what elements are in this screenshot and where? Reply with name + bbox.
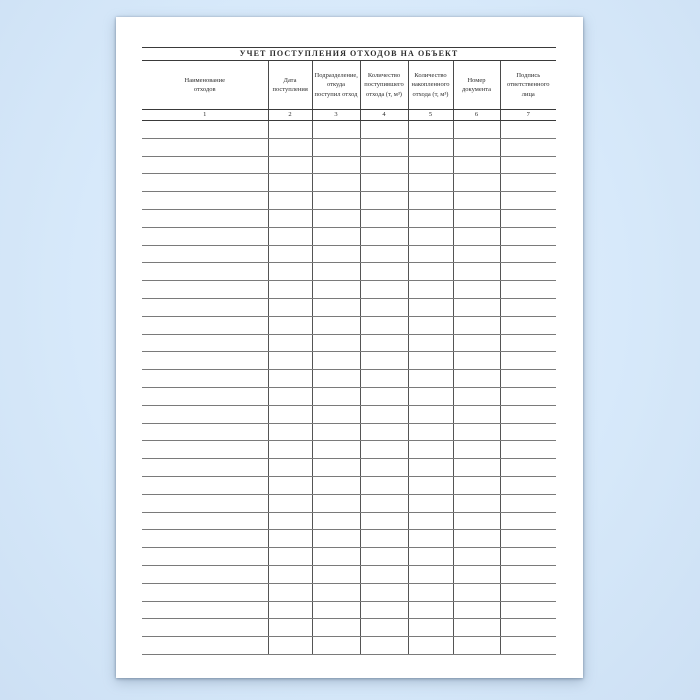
blank-cell — [453, 192, 500, 210]
blank-cell — [408, 441, 453, 459]
blank-cell — [453, 245, 500, 263]
blank-cell — [312, 121, 360, 139]
blank-cell — [312, 494, 360, 512]
blank-cell — [500, 441, 556, 459]
blank-cell — [408, 387, 453, 405]
blank-cell — [408, 530, 453, 548]
blank-cell — [268, 387, 312, 405]
blank-cell — [312, 156, 360, 174]
blank-cell — [360, 619, 408, 637]
blank-cell — [142, 370, 268, 388]
blank-cell — [142, 192, 268, 210]
column-header-3: Подразделение, откуда поступил отход — [312, 61, 360, 110]
column-header-5: Количество накопленного отхода (т, м³) — [408, 61, 453, 110]
blank-cell — [268, 583, 312, 601]
blank-row — [142, 512, 556, 530]
blank-cell — [360, 281, 408, 299]
blank-cell — [268, 601, 312, 619]
blank-cell — [408, 263, 453, 281]
table-title: УЧЕТ ПОСТУПЛЕНИЯ ОТХОДОВ НА ОБЪЕКТ — [142, 48, 556, 61]
blank-cell — [312, 530, 360, 548]
blank-row — [142, 245, 556, 263]
blank-cell — [360, 334, 408, 352]
blank-row — [142, 423, 556, 441]
blank-cell — [453, 174, 500, 192]
blank-cell — [453, 494, 500, 512]
blank-cell — [268, 174, 312, 192]
blank-row — [142, 209, 556, 227]
blank-cell — [268, 316, 312, 334]
blank-cell — [312, 298, 360, 316]
blank-row — [142, 192, 556, 210]
blank-cell — [268, 121, 312, 139]
blank-cell — [312, 352, 360, 370]
blank-row — [142, 298, 556, 316]
blank-cell — [142, 316, 268, 334]
blank-row — [142, 583, 556, 601]
blank-cell — [360, 387, 408, 405]
blank-cell — [500, 601, 556, 619]
blank-cell — [142, 476, 268, 494]
blank-cell — [360, 494, 408, 512]
blank-cell — [360, 156, 408, 174]
blank-cell — [142, 583, 268, 601]
blank-cell — [453, 565, 500, 583]
blank-cell — [408, 156, 453, 174]
blank-cell — [268, 476, 312, 494]
blank-cell — [408, 192, 453, 210]
blank-cell — [312, 227, 360, 245]
blank-cell — [142, 156, 268, 174]
blank-cell — [142, 423, 268, 441]
blank-cell — [360, 565, 408, 583]
blank-cell — [268, 530, 312, 548]
blank-row — [142, 352, 556, 370]
blank-cell — [312, 619, 360, 637]
blank-cell — [500, 583, 556, 601]
blank-cell — [312, 476, 360, 494]
blank-cell — [500, 209, 556, 227]
blank-cell — [453, 209, 500, 227]
blank-cell — [268, 281, 312, 299]
blank-cell — [142, 405, 268, 423]
blank-cell — [500, 227, 556, 245]
blank-cell — [312, 387, 360, 405]
blank-row — [142, 281, 556, 299]
blank-cell — [408, 583, 453, 601]
blank-cell — [268, 459, 312, 477]
blank-cell — [268, 352, 312, 370]
blank-cell — [142, 281, 268, 299]
blank-row — [142, 459, 556, 477]
blank-cell — [142, 619, 268, 637]
blank-cell — [360, 121, 408, 139]
blank-cell — [142, 512, 268, 530]
blank-cell — [453, 583, 500, 601]
blank-cell — [268, 227, 312, 245]
blank-cell — [408, 619, 453, 637]
blank-cell — [408, 227, 453, 245]
blank-cell — [312, 423, 360, 441]
blank-cell — [268, 192, 312, 210]
blank-cell — [408, 601, 453, 619]
blank-cell — [408, 370, 453, 388]
blank-cell — [268, 209, 312, 227]
blank-cell — [453, 548, 500, 566]
blank-cell — [408, 334, 453, 352]
blank-cell — [453, 370, 500, 388]
blank-cell — [268, 423, 312, 441]
blank-cell — [500, 565, 556, 583]
blank-cell — [500, 494, 556, 512]
blank-cell — [408, 121, 453, 139]
blank-cell — [360, 352, 408, 370]
blank-cell — [453, 441, 500, 459]
blank-row — [142, 121, 556, 139]
blank-cell — [453, 476, 500, 494]
blank-cell — [360, 245, 408, 263]
blank-cell — [312, 548, 360, 566]
blank-cell — [360, 263, 408, 281]
blank-cell — [408, 637, 453, 655]
blank-cell — [312, 209, 360, 227]
blank-cell — [408, 565, 453, 583]
blank-cell — [312, 459, 360, 477]
blank-cell — [500, 298, 556, 316]
blank-cell — [500, 245, 556, 263]
blank-cell — [312, 405, 360, 423]
blank-cell — [408, 209, 453, 227]
blank-cell — [408, 512, 453, 530]
column-header-4: Количество поступившего отхода (т, м³) — [360, 61, 408, 110]
blank-row — [142, 476, 556, 494]
blank-cell — [360, 192, 408, 210]
waste-intake-register-table — [142, 47, 556, 655]
blank-cell — [268, 548, 312, 566]
blank-cell — [142, 494, 268, 512]
blank-cell — [500, 512, 556, 530]
blank-row — [142, 530, 556, 548]
blank-row — [142, 334, 556, 352]
column-number-2: 2 — [268, 110, 312, 121]
blank-cell — [142, 227, 268, 245]
blank-row — [142, 387, 556, 405]
blank-cell — [142, 637, 268, 655]
blank-cell — [500, 263, 556, 281]
blank-row — [142, 601, 556, 619]
blank-row — [142, 441, 556, 459]
blank-cell — [268, 619, 312, 637]
blank-cell — [312, 174, 360, 192]
blank-cell — [500, 530, 556, 548]
blank-cell — [268, 334, 312, 352]
blank-cell — [142, 387, 268, 405]
blank-row — [142, 174, 556, 192]
blank-cell — [500, 138, 556, 156]
blank-cell — [142, 530, 268, 548]
blank-cell — [500, 619, 556, 637]
blank-cell — [268, 263, 312, 281]
blank-row — [142, 565, 556, 583]
column-number-4: 4 — [360, 110, 408, 121]
blank-cell — [453, 637, 500, 655]
blank-cell — [500, 174, 556, 192]
blank-cell — [500, 352, 556, 370]
blank-row — [142, 637, 556, 655]
column-number-5: 5 — [408, 110, 453, 121]
blank-cell — [453, 352, 500, 370]
blank-cell — [312, 334, 360, 352]
blank-cell — [500, 548, 556, 566]
blank-cell — [360, 601, 408, 619]
blank-row — [142, 156, 556, 174]
blank-row — [142, 316, 556, 334]
column-header-6: Номер документа — [453, 61, 500, 110]
blank-cell — [408, 138, 453, 156]
blank-cell — [312, 637, 360, 655]
blank-cell — [453, 156, 500, 174]
blank-cell — [312, 512, 360, 530]
document-page — [116, 17, 583, 678]
blank-cell — [453, 263, 500, 281]
blank-cell — [453, 227, 500, 245]
column-headers-row — [142, 61, 556, 110]
blank-cell — [453, 619, 500, 637]
blank-cell — [453, 298, 500, 316]
blank-rows-body — [142, 121, 556, 655]
blank-row — [142, 370, 556, 388]
blank-cell — [142, 565, 268, 583]
blank-cell — [453, 334, 500, 352]
blank-cell — [312, 245, 360, 263]
blank-cell — [268, 405, 312, 423]
blank-cell — [142, 121, 268, 139]
blank-cell — [360, 441, 408, 459]
blank-cell — [312, 281, 360, 299]
blank-cell — [268, 494, 312, 512]
blank-cell — [408, 423, 453, 441]
blank-cell — [453, 601, 500, 619]
blank-cell — [408, 316, 453, 334]
blank-cell — [360, 370, 408, 388]
blank-cell — [453, 459, 500, 477]
blank-cell — [408, 298, 453, 316]
blank-row — [142, 227, 556, 245]
blank-cell — [142, 334, 268, 352]
blank-cell — [142, 459, 268, 477]
blank-cell — [408, 281, 453, 299]
blank-cell — [408, 476, 453, 494]
blank-cell — [312, 565, 360, 583]
blank-cell — [312, 441, 360, 459]
blank-cell — [142, 245, 268, 263]
blank-cell — [312, 192, 360, 210]
blank-cell — [360, 476, 408, 494]
blank-cell — [408, 405, 453, 423]
blank-cell — [453, 512, 500, 530]
blank-cell — [312, 370, 360, 388]
blank-cell — [142, 138, 268, 156]
blank-cell — [453, 405, 500, 423]
blank-cell — [500, 156, 556, 174]
blank-row — [142, 138, 556, 156]
blank-cell — [142, 209, 268, 227]
blank-cell — [500, 316, 556, 334]
blank-cell — [360, 423, 408, 441]
blank-cell — [408, 459, 453, 477]
column-number-1: 1 — [142, 110, 268, 121]
blank-cell — [360, 637, 408, 655]
blank-cell — [268, 156, 312, 174]
blank-cell — [360, 459, 408, 477]
blank-cell — [500, 281, 556, 299]
column-numbers-row — [142, 110, 556, 121]
blank-cell — [142, 263, 268, 281]
blank-cell — [268, 565, 312, 583]
column-number-6: 6 — [453, 110, 500, 121]
blank-row — [142, 619, 556, 637]
blank-cell — [142, 298, 268, 316]
blank-cell — [360, 298, 408, 316]
blank-cell — [360, 548, 408, 566]
blank-cell — [360, 583, 408, 601]
column-header-2: Дата поступления — [268, 61, 312, 110]
column-header-7: Подпись ответственного лица — [500, 61, 556, 110]
blank-cell — [268, 370, 312, 388]
blank-cell — [268, 138, 312, 156]
blank-cell — [408, 548, 453, 566]
column-header-1: Наименование отходов — [142, 61, 268, 110]
blank-cell — [360, 209, 408, 227]
blank-cell — [453, 387, 500, 405]
blank-cell — [408, 352, 453, 370]
blank-row — [142, 548, 556, 566]
blank-cell — [453, 121, 500, 139]
blank-cell — [142, 601, 268, 619]
blank-cell — [268, 441, 312, 459]
blank-row — [142, 405, 556, 423]
blank-cell — [142, 352, 268, 370]
blank-cell — [360, 227, 408, 245]
blank-cell — [500, 405, 556, 423]
blank-row — [142, 263, 556, 281]
blank-cell — [500, 459, 556, 477]
blank-cell — [500, 637, 556, 655]
blank-cell — [312, 316, 360, 334]
blank-cell — [360, 316, 408, 334]
blank-cell — [500, 334, 556, 352]
blank-cell — [268, 245, 312, 263]
blank-cell — [500, 423, 556, 441]
blank-cell — [142, 548, 268, 566]
blank-cell — [268, 637, 312, 655]
blank-cell — [408, 245, 453, 263]
blank-cell — [268, 298, 312, 316]
blank-cell — [142, 174, 268, 192]
blank-cell — [408, 174, 453, 192]
blank-cell — [360, 174, 408, 192]
blank-cell — [453, 316, 500, 334]
blank-cell — [360, 138, 408, 156]
blank-cell — [312, 263, 360, 281]
blank-cell — [500, 370, 556, 388]
blank-row — [142, 494, 556, 512]
blank-cell — [500, 476, 556, 494]
blank-cell — [360, 405, 408, 423]
blank-cell — [360, 512, 408, 530]
blank-cell — [500, 192, 556, 210]
blank-cell — [500, 121, 556, 139]
blank-cell — [453, 138, 500, 156]
blank-cell — [268, 512, 312, 530]
blank-cell — [312, 138, 360, 156]
blank-cell — [360, 530, 408, 548]
blank-cell — [312, 601, 360, 619]
table-title-row — [142, 48, 556, 61]
blank-cell — [500, 387, 556, 405]
blank-cell — [453, 423, 500, 441]
blank-cell — [453, 530, 500, 548]
blank-cell — [408, 494, 453, 512]
column-number-7: 7 — [500, 110, 556, 121]
column-number-3: 3 — [312, 110, 360, 121]
blank-cell — [312, 583, 360, 601]
blank-cell — [453, 281, 500, 299]
blank-cell — [142, 441, 268, 459]
